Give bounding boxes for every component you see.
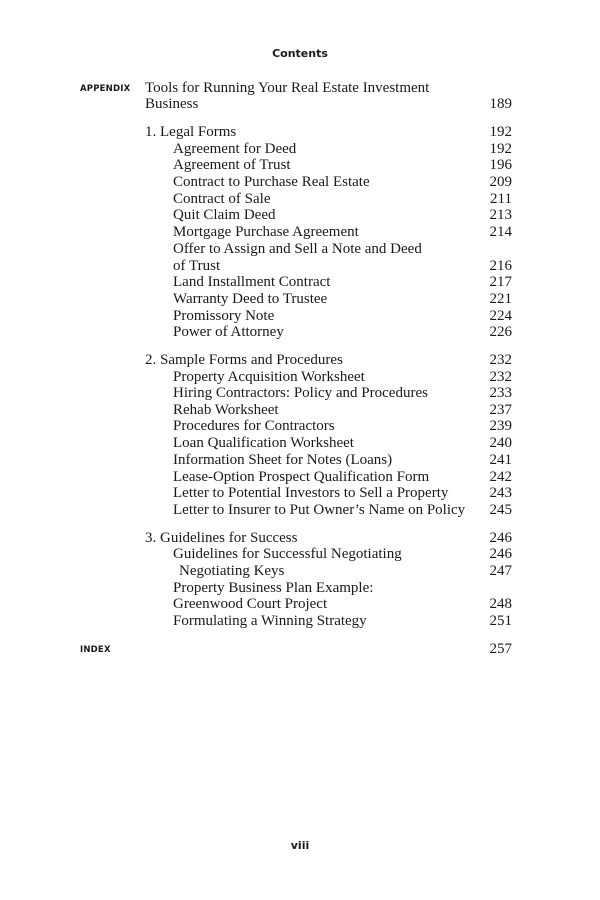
toc-entry-title: Property Acquisition Worksheet	[173, 369, 365, 385]
section-page: 192	[489, 124, 512, 140]
toc-entry-title: Warranty Deed to Trustee	[173, 291, 328, 307]
section-title-guidelines: 3. Guidelines for Success	[145, 530, 298, 546]
appendix-page: 189	[489, 96, 512, 112]
toc-entry-title: Negotiating Keys	[179, 563, 285, 579]
toc-entry-title: Loan Qualification Worksheet	[173, 435, 354, 451]
toc-entry-title: Property Business Plan Example:	[173, 580, 374, 596]
section-page: 246	[489, 530, 512, 546]
toc-entry-title: Procedures for Contractors	[173, 418, 335, 434]
toc-entry-page: 217	[489, 274, 512, 290]
toc-entry-page: 241	[489, 452, 512, 468]
toc-entry-title: Contract to Purchase Real Estate	[173, 174, 370, 190]
appendix-title-line2: Business	[145, 96, 199, 112]
index-tag: INDEX	[80, 645, 111, 655]
toc-entry-page: 211	[490, 191, 512, 207]
toc-entry-title: Power of Attorney	[173, 324, 284, 340]
section-title-legal-forms: 1. Legal Forms	[145, 124, 237, 140]
toc-entry-title: Promissory Note	[173, 308, 275, 324]
toc-entry-title: Offer to Assign and Sell a Note and Deed	[173, 241, 422, 257]
toc-entry-page: 242	[489, 469, 512, 485]
toc-entry-page: 232	[489, 369, 512, 385]
toc-entry-page: 192	[489, 141, 512, 157]
toc-entry-title: Quit Claim Deed	[173, 207, 276, 223]
toc-entry-title: Mortgage Purchase Agreement	[173, 224, 359, 240]
toc-entry-title: Hiring Contractors: Policy and Procedures	[173, 385, 428, 401]
toc-entry-page: 214	[489, 224, 512, 240]
toc-entry-title-continued: Greenwood Court Project	[173, 596, 328, 612]
toc-entry-page: 209	[489, 174, 512, 190]
section-title-sample-forms: 2. Sample Forms and Procedures	[145, 352, 343, 368]
toc-entry-page: 240	[489, 435, 512, 451]
appendix-tag: APPENDIX	[80, 84, 131, 94]
toc-entry-title: Letter to Potential Investors to Sell a Property	[173, 485, 449, 501]
toc-entry-page: 233	[489, 385, 512, 401]
toc-entry-page: 248	[489, 596, 512, 612]
toc-entry-title: Rehab Worksheet	[173, 402, 279, 418]
toc-entry-page: 196	[489, 157, 512, 173]
toc-entry-title: Letter to Insurer to Put Owner’s Name on Policy	[173, 502, 466, 518]
toc-entry-title: Lease-Option Prospect Qualification Form	[173, 469, 430, 485]
toc-entry-page: 247	[489, 563, 512, 579]
toc-entry-page: 246	[489, 546, 512, 562]
toc-entry-title: Land Installment Contract	[173, 274, 331, 290]
toc-entry-title-continued: of Trust	[173, 258, 221, 274]
toc-entry-title: Information Sheet for Notes (Loans)	[173, 452, 393, 468]
section-page: 232	[489, 352, 512, 368]
toc-entry-title: Contract of Sale	[173, 191, 271, 207]
toc-entry-page: 221	[489, 291, 512, 307]
index-page: 257	[489, 641, 512, 657]
toc-entry-page: 239	[489, 418, 512, 434]
toc-entry-title: Agreement of Trust	[173, 157, 291, 173]
toc-entry-page: 245	[489, 502, 512, 518]
toc-entry-page: 216	[489, 258, 512, 274]
running-header: Contents	[272, 47, 328, 60]
toc-entry-title: Guidelines for Successful Negotiating	[173, 546, 402, 562]
toc-entry-title: Formulating a Winning Strategy	[173, 613, 367, 629]
appendix-title-line1: Tools for Running Your Real Estate Investment	[145, 80, 430, 96]
toc-entry-page: 243	[489, 485, 512, 501]
toc-entry-page: 226	[489, 324, 512, 340]
toc-entry-page: 237	[489, 402, 512, 418]
toc-entry-page: 224	[489, 308, 512, 324]
toc-entry-title: Agreement for Deed	[173, 141, 297, 157]
page-number: viii	[290, 839, 310, 852]
toc-entry-page: 251	[489, 613, 512, 629]
toc-entry-page: 213	[489, 207, 512, 223]
